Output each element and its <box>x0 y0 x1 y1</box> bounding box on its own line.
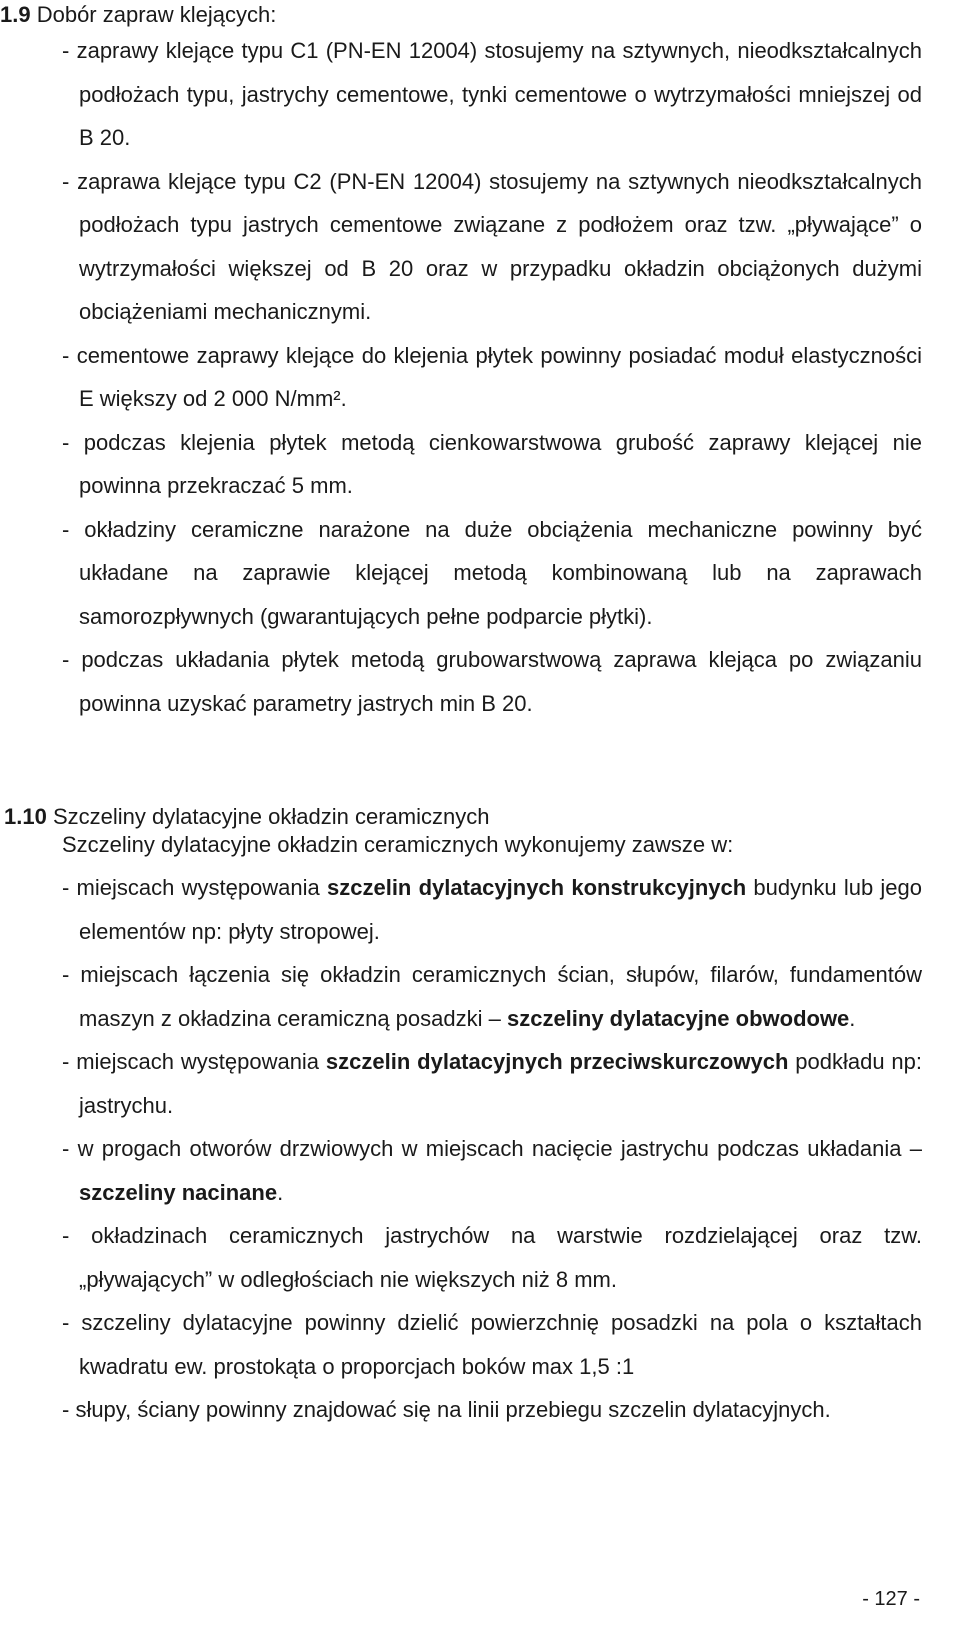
section-heading-1-9 <box>0 2 276 28</box>
list-item: - zaprawy klejące typu C1 (PN-EN 12004) stosujemy na sztywnych, nieodkształcalnych podłożach typu, jastrychy cementowe, tynki cementowe o wytrzymałości mniejszej od B 20. <box>62 38 922 150</box>
item-text: podkładu np: jastrychu. <box>79 1049 922 1118</box>
emphasis-text: szczeliny dylatacyjne obwodowe <box>506 1005 850 1031</box>
item-text: - miejscach występowania <box>62 1049 326 1074</box>
item-text: - w progach otworów drzwiowych w miejscach nacięcie jastrychu podczas układania – <box>62 1136 922 1161</box>
item-text: . <box>277 1179 284 1205</box>
item-text: budynku lub jego elementów np: płyty stropowej. <box>79 875 922 944</box>
section-title: Dobór zapraw klejących: <box>30 2 277 27</box>
list-item <box>62 1040 922 1127</box>
section-number: 1.10 <box>4 804 47 829</box>
section-title: Szczeliny dylatacyjne okładzin ceramicznych <box>46 804 490 829</box>
list-item: - okładzinach ceramicznych jastrychów na warstwie rozdzielającej oraz tzw. „pływających” w odległościach nie większych niż 8 mm. <box>62 1223 922 1292</box>
emphasis-text: szczelin dylatacyjnych przeciwskurczowych <box>325 1049 789 1074</box>
section-number: 1.9 <box>0 2 31 27</box>
list-item <box>62 866 922 953</box>
expansion-joints-list <box>62 866 922 1432</box>
list-item: - okładziny ceramiczne narażone na duże obciążenia mechaniczne powinny być układane na zaprawie klejącej metodą kombinowaną lub na zaprawach samorozpływnych (gwarantujących pełne podparcie płytki). <box>62 516 922 629</box>
list-item: - cementowe zaprawy klejące do klejenia płytek powinny posiadać moduł elastyczności E większy od 2 000 N/mm². <box>62 342 922 411</box>
emphasis-text: szczelin dylatacyjnych konstrukcyjnych <box>327 875 747 900</box>
page-number: - 127 - <box>862 1588 920 1610</box>
adhesive-selection-list <box>62 29 922 725</box>
list-item: - podczas klejenia płytek metodą cienkowarstwowa grubość zaprawy klejącej nie powinna przekraczać 5 mm. <box>62 429 922 498</box>
list-item <box>62 953 922 1040</box>
item-text: - miejscach łączenia się okładzin ceramicznych ścian, słupów, filarów, fundamentów maszyn z okładzina ceramiczną posadzki – <box>62 962 922 1031</box>
emphasis-text: szczeliny nacinane <box>79 1179 278 1205</box>
list-item <box>62 1127 922 1214</box>
list-item: - zaprawa klejące typu C2 (PN-EN 12004) stosujemy na sztywnych nieodkształcalnych podłożach typu jastrych cementowe związane z podłożem oraz tzw. „pływające” o wytrzymałości większej od B 20 oraz w przypadku okładzin obciążonych dużymi obciążeniami mechanicznymi. <box>62 168 922 324</box>
list-item: - podczas układania płytek metodą grubowarstwową zaprawa klejąca po związaniu powinna uzyskać parametry jastrych min B 20. <box>62 647 922 716</box>
list-item: - słupy, ściany powinny znajdować się na linii przebiegu szczelin dylatacyjnych. <box>62 1397 831 1422</box>
section-intro: Szczeliny dylatacyjne okładzin ceramicznych wykonujemy zawsze w: <box>62 832 734 857</box>
item-text: - miejscach występowania <box>62 875 327 900</box>
list-item: - szczeliny dylatacyjne powinny dzielić powierzchnię posadzki na pola o kształtach kwadratu ew. prostokąta o proporcjach boków max 1,5 :1 <box>62 1310 922 1379</box>
item-text: . <box>849 1005 856 1031</box>
